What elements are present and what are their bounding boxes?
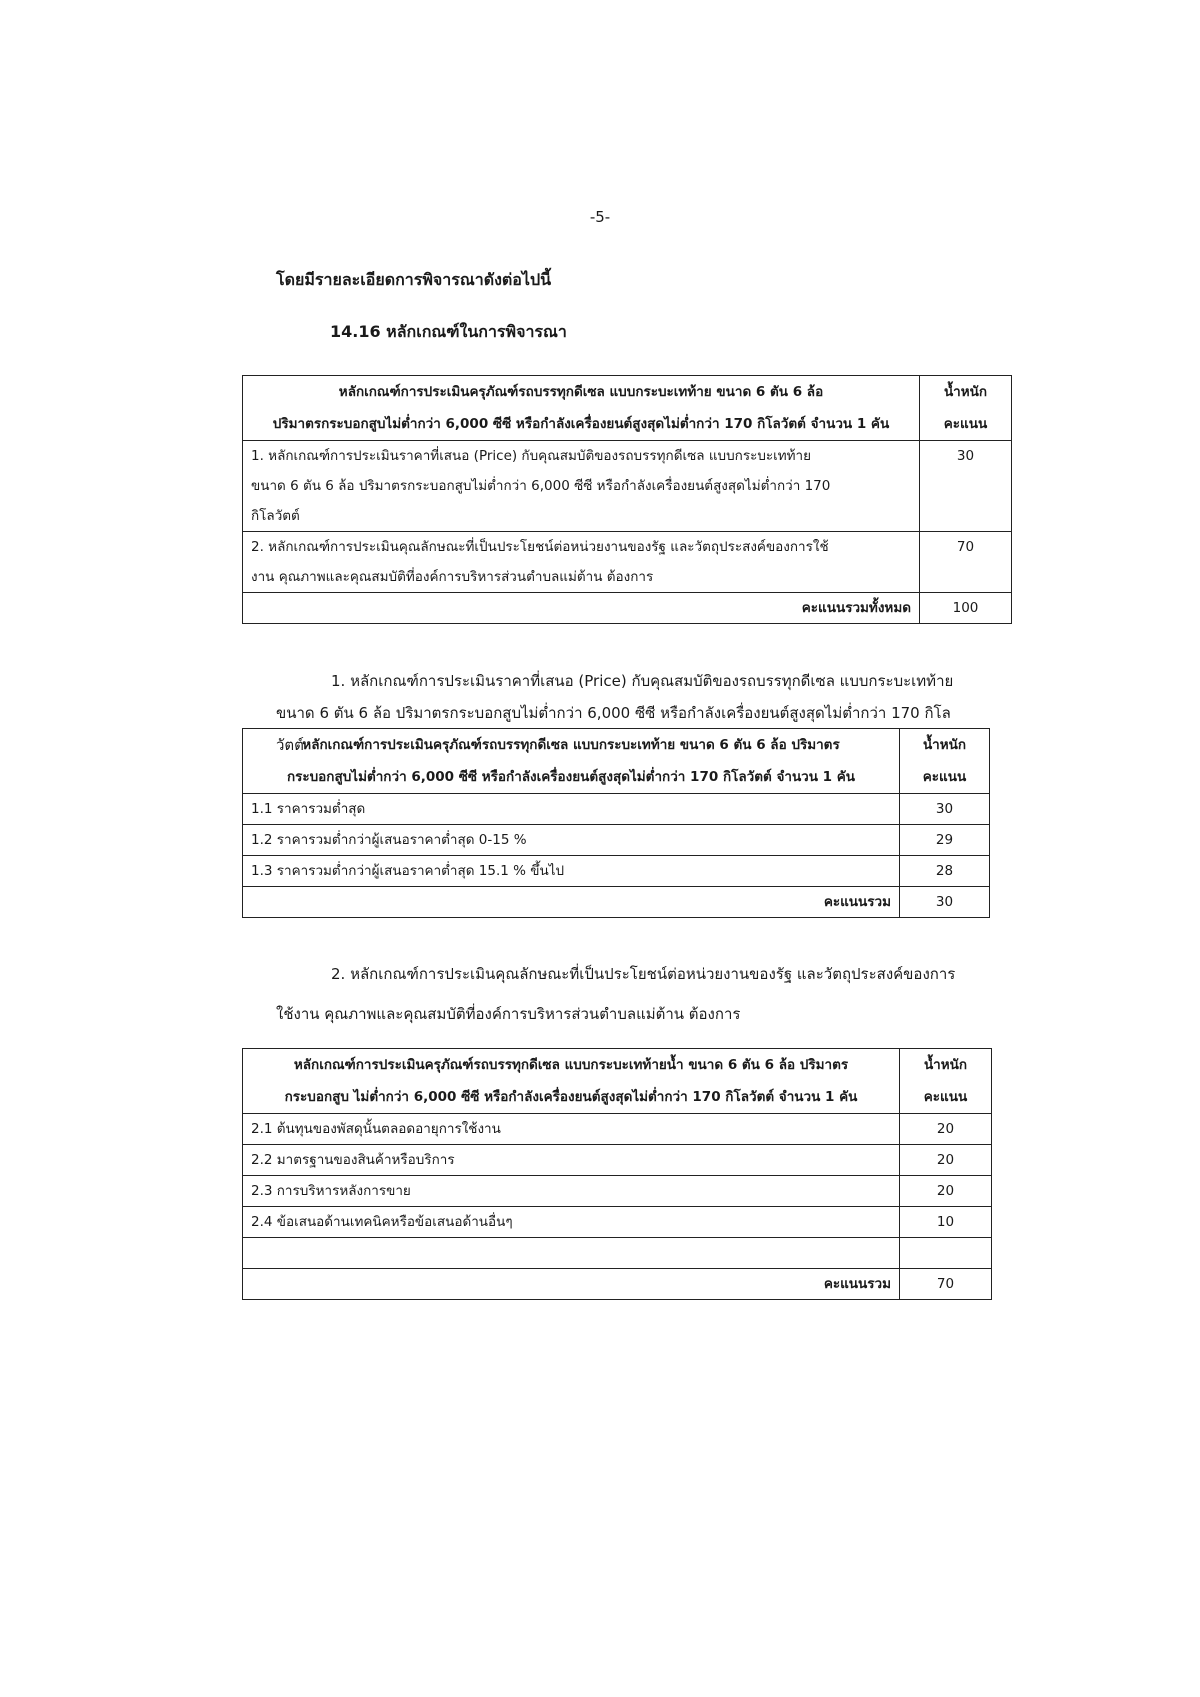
criteria-line: 2. หลักเกณฑ์การประเมินคุณลักษณะที่เป็นประโยชน์ต่อหน่วยงานของรัฐ และวัตถุประสงค์ของการใช้	[251, 539, 829, 555]
total-row	[243, 1269, 992, 1300]
total-row	[243, 887, 990, 918]
weight-cell: 30	[900, 794, 990, 825]
weight-header-line: คะแนน	[923, 1089, 968, 1105]
header-line: ปริมาตรกระบอกสูบไม่ต่ำกว่า 6,000 ซีซี หรือกำลังเครื่องยนต์สูงสุดไม่ต่ำกว่า 170 กิโลวัตต์ จำนวน 1 คัน	[272, 416, 890, 432]
total-label: คะแนนรวม	[243, 1269, 900, 1300]
weight-cell: 20	[900, 1114, 992, 1145]
weight-header-line: คะแนน	[922, 769, 967, 785]
table-row	[243, 1145, 992, 1176]
header-line: หลักเกณฑ์การประเมินครุภัณฑ์รถบรรทุกดีเซล แบบกระบะเทท้ายน้ำ ขนาด 6 ตัน 6 ล้อ ปริมาตร	[293, 1057, 849, 1073]
paragraph-line: 2. หลักเกณฑ์การประเมินคุณลักษณะที่เป็นประโยชน์ต่อหน่วยงานของรัฐ และวัตถุประสงค์ของการ	[331, 965, 956, 983]
weight-cell: 28	[900, 856, 990, 887]
page-number: -5-	[589, 208, 611, 226]
weight-cell: 20	[900, 1176, 992, 1207]
table-row	[243, 532, 1012, 593]
total-value: 30	[900, 887, 990, 918]
header-line: กระบอกสูบไม่ต่ำกว่า 6,000 ซีซี หรือกำลังเครื่องยนต์สูงสุดไม่ต่ำกว่า 170 กิโลวัตต์ จำนวน 1 คัน	[286, 769, 856, 785]
weight-cell: 10	[900, 1207, 992, 1238]
weight-header-line: น้ำหนัก	[922, 737, 967, 753]
weight-cell	[900, 1238, 992, 1269]
total-label: คะแนนรวม	[243, 887, 900, 918]
criteria-header-cell	[243, 729, 900, 794]
paragraph-line: ใช้งาน คุณภาพและคุณสมบัติที่องค์การบริหารส่วนตำบลแม่ต้าน ต้องการ	[276, 1005, 741, 1023]
weight-cell: 70	[920, 532, 1012, 593]
criteria-header-cell	[243, 376, 920, 441]
criteria-cell	[243, 441, 920, 532]
weight-header-cell	[900, 1049, 992, 1114]
criteria-line: กิโลวัตต์	[251, 508, 300, 524]
table-header-row	[243, 729, 990, 794]
paragraph-line: ขนาด 6 ตัน 6 ล้อ ปริมาตรกระบอกสูบไม่ต่ำกว่า 6,000 ซีซี หรือกำลังเครื่องยนต์สูงสุดไม่ต่ำกว่า 170 กิโลวัตต์	[276, 704, 951, 754]
paragraph-line: 1. หลักเกณฑ์การประเมินราคาที่เสนอ (Price) กับคุณสมบัติของรถบรรทุกดีเซล แบบกระบะเทท้าย	[331, 672, 954, 690]
criteria-cell: 2.3 การบริหารหลังการขาย	[243, 1176, 900, 1207]
section-heading: 14.16 หลักเกณฑ์ในการพิจารณา	[330, 322, 567, 341]
weight-cell: 20	[900, 1145, 992, 1176]
weight-cell: 29	[900, 825, 990, 856]
weight-cell: 30	[920, 441, 1012, 532]
weight-header-cell	[900, 729, 990, 794]
weight-header-line: คะแนน	[943, 416, 988, 432]
criteria-cell: 1.3 ราคารวมต่ำกว่าผู้เสนอราคาต่ำสุด 15.1 % ขึ้นไป	[243, 856, 900, 887]
weight-header-cell	[920, 376, 1012, 441]
table-row	[243, 1207, 992, 1238]
table-row	[243, 1176, 992, 1207]
price-criteria-table	[242, 728, 990, 918]
table-row	[243, 441, 1012, 532]
total-value: 100	[920, 593, 1012, 624]
intro-text: โดยมีรายละเอียดการพิจารณาดังต่อไปนี้	[276, 270, 552, 289]
criteria-cell: 2.1 ต้นทุนของพัสดุนั้นตลอดอายุการใช้งาน	[243, 1114, 900, 1145]
criteria-line: 1. หลักเกณฑ์การประเมินราคาที่เสนอ (Price) กับคุณสมบัติของรถบรรทุกดีเซล แบบกระบะเทท้าย	[251, 448, 812, 464]
table-row	[243, 1114, 992, 1145]
empty-row	[243, 1238, 992, 1269]
total-row	[243, 593, 1012, 624]
criteria-header-cell	[243, 1049, 900, 1114]
table-row	[243, 856, 990, 887]
table-row	[243, 825, 990, 856]
criteria-cell	[243, 532, 920, 593]
table-header-row	[243, 376, 1012, 441]
weight-header-line: น้ำหนัก	[923, 1057, 968, 1073]
criteria-line: งาน คุณภาพและคุณสมบัติที่องค์การบริหารส่วนตำบลแม่ต้าน ต้องการ	[251, 569, 654, 585]
criteria-cell: 2.4 ข้อเสนอด้านเทคนิคหรือข้อเสนอด้านอื่นๆ	[243, 1207, 900, 1238]
table-header-row	[243, 1049, 992, 1114]
table-row	[243, 794, 990, 825]
total-value: 70	[900, 1269, 992, 1300]
quality-criteria-paragraph	[276, 958, 976, 1030]
criteria-summary-table	[242, 375, 1012, 624]
total-label: คะแนนรวมทั้งหมด	[243, 593, 920, 624]
weight-header-line: น้ำหนัก	[943, 384, 988, 400]
criteria-cell: 1.1 ราคารวมต่ำสุด	[243, 794, 900, 825]
criteria-cell: 1.2 ราคารวมต่ำกว่าผู้เสนอราคาต่ำสุด 0-15 %	[243, 825, 900, 856]
header-line: หลักเกณฑ์การประเมินครุภัณฑ์รถบรรทุกดีเซล แบบกระบะเทท้าย ขนาด 6 ตัน 6 ล้อ	[338, 384, 824, 400]
header-line: กระบอกสูบ ไม่ต่ำกว่า 6,000 ซีซี หรือกำลังเครื่องยนต์สูงสุดไม่ต่ำกว่า 170 กิโลวัตต์ จำนวน 1 คัน	[284, 1089, 858, 1105]
criteria-cell	[243, 1238, 900, 1269]
criteria-line: ขนาด 6 ตัน 6 ล้อ ปริมาตรกระบอกสูบไม่ต่ำกว่า 6,000 ซีซี หรือกำลังเครื่องยนต์สูงสุดไม่ต่ำกว่า 170	[251, 478, 831, 494]
header-line: หลักเกณฑ์การประเมินครุภัณฑ์รถบรรทุกดีเซล แบบกระบะเทท้าย ขนาด 6 ตัน 6 ล้อ ปริมาตร	[302, 737, 840, 753]
criteria-cell: 2.2 มาตรฐานของสินค้าหรือบริการ	[243, 1145, 900, 1176]
quality-criteria-table	[242, 1048, 992, 1300]
